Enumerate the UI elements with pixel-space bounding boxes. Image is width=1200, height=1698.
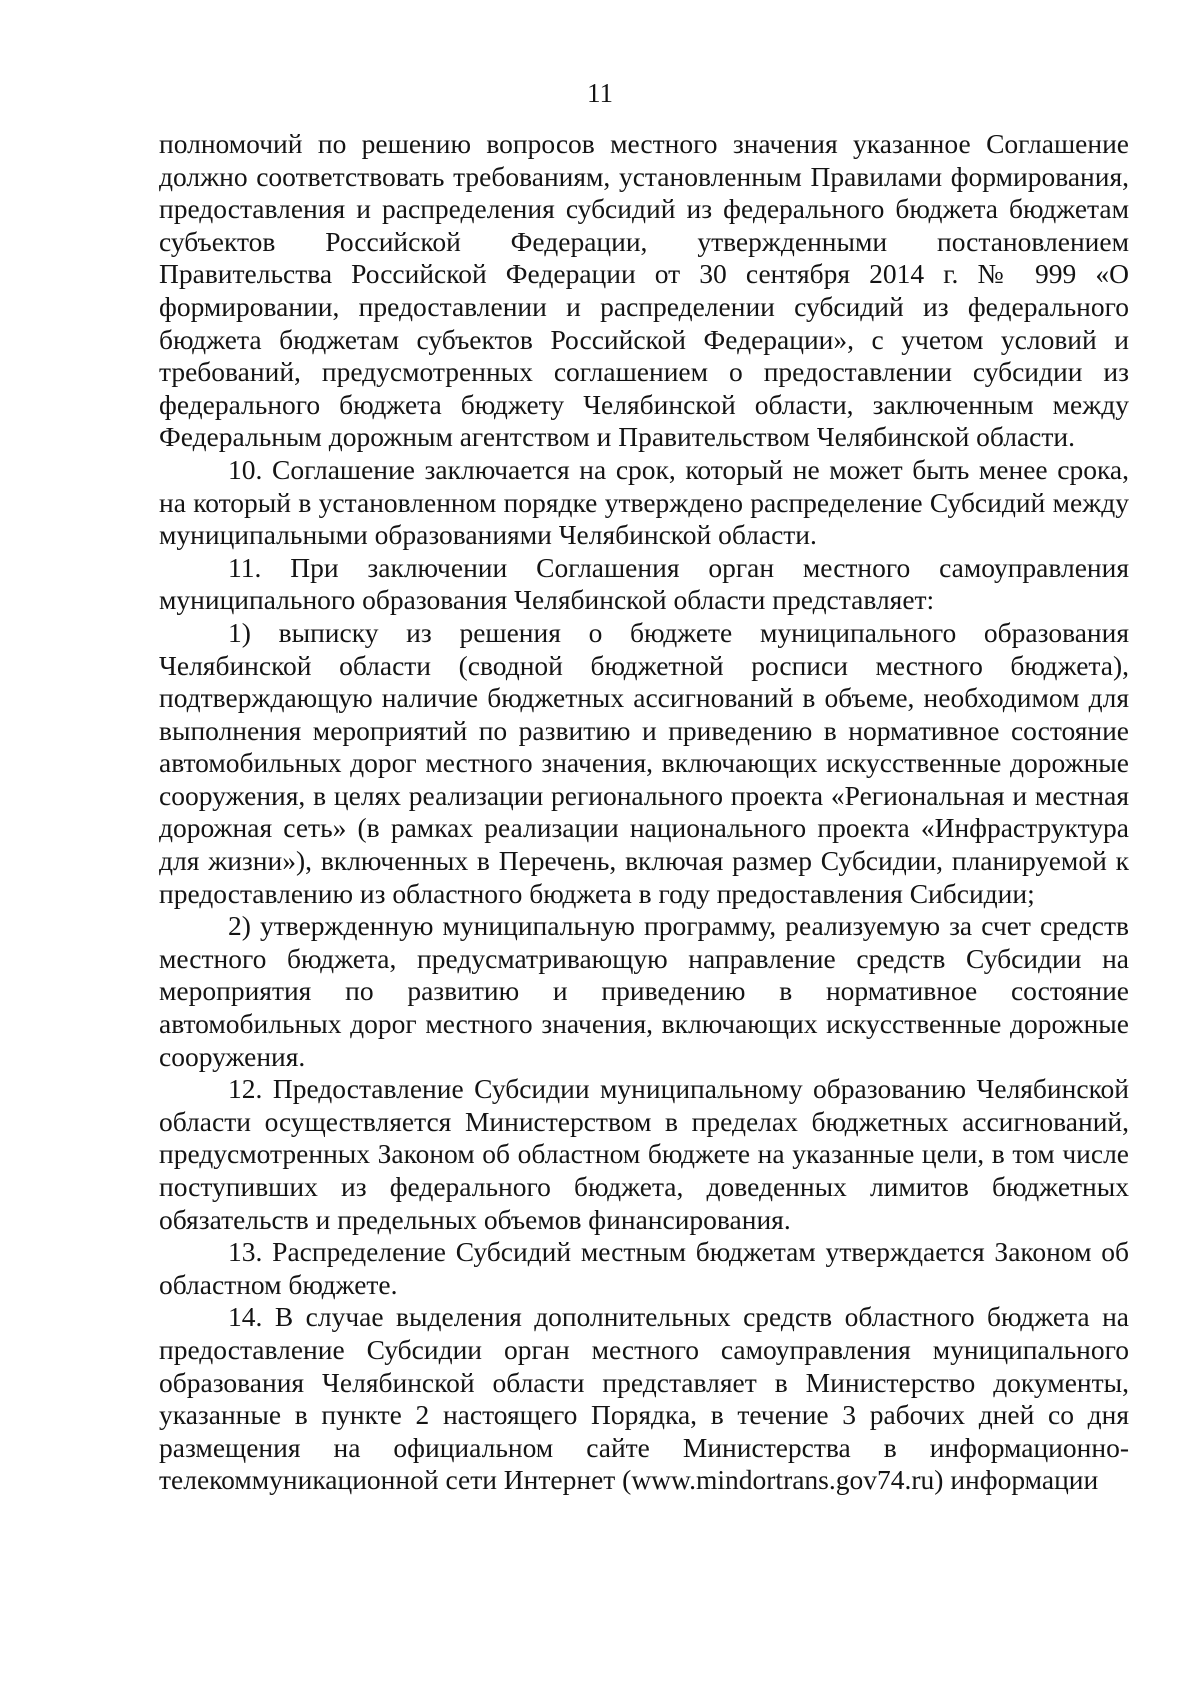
paragraph-11: 11. При заключении Соглашения орган местного самоуправления муниципального образования Челябинской области представляет: bbox=[159, 551, 1129, 616]
paragraph-13: 13. Распределение Субсидий местным бюджетам утверждается Законом об областном бюджете. bbox=[159, 1236, 1129, 1300]
page-number: 11 bbox=[587, 78, 613, 108]
document-body bbox=[159, 128, 1129, 1497]
paragraph-12: 12. Предоставление Субсидии муниципальному образованию Челябинской области осуществляется Министерством в пределах бюджетных ассигнований, предусмотренных Законом об областном бюджете на указанные цели, в том числе поступивших из федерального бюджета, доведенных лимитов бюджетных обязательств и предельных объемов финансирования. bbox=[159, 1073, 1129, 1235]
paragraph-10: 10. Соглашение заключается на срок, который не может быть менее срока, на который в установленном порядке утверждено распределение Субсидий между муниципальными образованиями Челябинской области. bbox=[159, 453, 1129, 551]
paragraph-continuation: полномочий по решению вопросов местного значения указанное Соглашение должно соответствовать требованиям, установленным Правилами формирования, предоставления и распределения субсидий из федерального бюджета бюджетам субъектов Российской Федерации, утвержденными постановлением Правительства Российской Федерации от 30 сентября 2014 г. № 999 «О формировании, предоставлении и распределении субсидий из федерального бюджета бюджетам субъектов Российской Федерации», с учетом условий и требований, предусмотренных соглашением о предоставлении субсидии из федерального бюджета бюджету Челябинской области, заключенным между Федеральным дорожным агентством и Правительством Челябинской области. bbox=[159, 128, 1129, 453]
paragraph-11-item-2: 2) утвержденную муниципальную программу, реализуемую за счет средств местного бюджета, предусматривающую направление средств Субсидии на мероприятия по развитию и приведению в нормативное состояние автомобильных дорог местного значения, включающих искусственные дорожные сооружения. bbox=[159, 910, 1129, 1072]
paragraph-14: 14. В случае выделения дополнительных средств областного бюджета на предоставление Субсидии орган местного самоуправления муниципального образования Челябинской области представляет в Министерство документы, указанные в пункте 2 настоящего Порядка, в течение 3 рабочих дней со дня размещения на официальном сайте Министерства в информационно-телекоммуникационной сети Интернет (www.mindortrans.gov74.ru) информации bbox=[159, 1301, 1129, 1496]
paragraph-11-item-1: 1) выписку из решения о бюджете муниципального образования Челябинской области (сводной бюджетной росписи местного бюджета), подтверждающую наличие бюджетных ассигнований в объеме, необходимом для выполнения мероприятий по развитию и приведению в нормативное состояние автомобильных дорог местного значения, включающих искусственные дорожные сооружения, в целях реализации регионального проекта «Региональная и местная дорожная сеть» (в рамках реализации национального проекта «Инфраструктура для жизни»), включенных в Перечень, включая размер Субсидии, планируемой к предоставлению из областного бюджета в году предоставления Сибсидии; bbox=[159, 616, 1129, 909]
